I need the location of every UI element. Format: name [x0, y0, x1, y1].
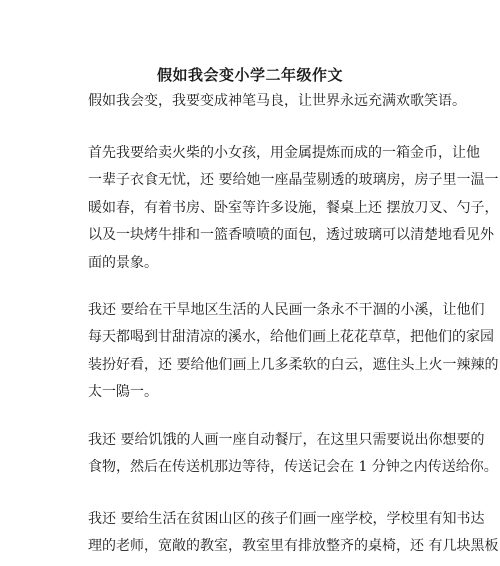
paragraph-line: 食物，然后在传送机那边等待，传送记会在 1 分钟之内传送给你。	[88, 459, 498, 476]
paragraph-line: 一辈子衣食无忧，还 要给她一座晶莹剔透的玻璃房，房子里一温一	[88, 172, 499, 189]
paragraph-line: 太一隝一。	[88, 384, 158, 401]
paragraph-line: 我还 要给在干旱地区生活的人民画一条永不干涸的小溪，让他们	[88, 302, 485, 318]
paragraph-line: 面的景象。	[88, 254, 158, 271]
paragraph-line: 暖如春，有着书房、卧室等许多设施，餐桌上还 摆放刀叉、勺子，	[88, 199, 499, 216]
paragraph-2	[88, 297, 499, 407]
paragraph-line: 装扮好看，还 要给他们画上几多柔软的白云，遮住头上火一辣辣的	[88, 356, 499, 373]
paragraph-line: 以及一块烤牛排和一篮香喷喷的面包，透过玻璃可以清楚地看见外	[88, 227, 494, 244]
paragraph-4	[88, 506, 499, 561]
paragraph-line: 每天都喝到甘甜清凉的溪水，给他们画上花花草草，把他们的家园	[88, 329, 494, 346]
paragraph-line: 我还 要给饥饿的人画一座自动餐厅，在这里只需要说出你想要的	[88, 432, 485, 448]
paragraph-line: 理的老师，宽敞的教室，教室里有排放整齐的桌椅，还 有几块黑板	[88, 538, 499, 555]
paragraph-1	[88, 140, 499, 277]
intro-line: 假如我会变，我要变成神笔马良，让世界永远充满欢歌笑语。	[88, 93, 466, 109]
document-title: 假如我会变小学二年级作文	[156, 66, 343, 84]
paragraph-3	[88, 427, 498, 482]
paragraph-line: 我还 要给生活在贫困山区的孩子们画一座学校，学校里有知书达	[88, 511, 485, 527]
paragraph-line: 首先我要给卖火柴的小女孩，用金属提炼而成的一箱金币，让他	[88, 145, 480, 161]
intro-paragraph	[88, 88, 466, 115]
